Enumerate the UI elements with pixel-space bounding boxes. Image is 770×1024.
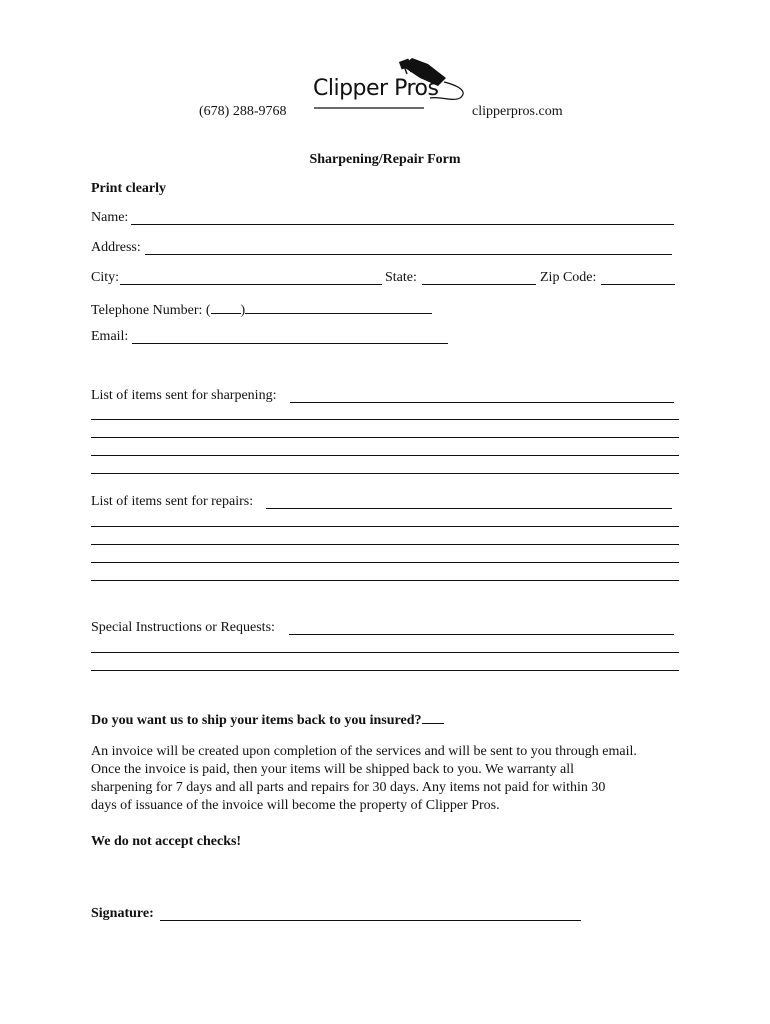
telephone-label xyxy=(91,299,432,319)
special-line-2[interactable] xyxy=(91,652,679,653)
sharpening-line-2[interactable] xyxy=(91,419,679,420)
signature-field[interactable] xyxy=(160,920,581,921)
repairs-line-5[interactable] xyxy=(91,580,679,581)
state-label: State: xyxy=(385,270,417,285)
special-instructions-label: Special Instructions or Requests: xyxy=(91,620,275,635)
brand-name: Clipper Pros xyxy=(313,76,439,101)
state-field[interactable] xyxy=(422,284,536,285)
insured-question xyxy=(91,709,444,729)
zip-field[interactable] xyxy=(601,284,675,285)
address-field[interactable] xyxy=(145,254,672,255)
email-label: Email: xyxy=(91,329,129,344)
city-field[interactable] xyxy=(120,284,382,285)
name-field[interactable] xyxy=(131,224,674,225)
sharpening-line-1[interactable] xyxy=(290,402,674,403)
city-label: City: xyxy=(91,270,120,285)
checks-notice: We do not accept checks! xyxy=(91,834,242,849)
policy-line-4: days of issuance of the invoice will become the property of Clipper Pros. xyxy=(91,798,500,813)
sharpening-line-4[interactable] xyxy=(91,455,679,456)
email-field[interactable] xyxy=(132,343,448,344)
signature-label: Signature: xyxy=(91,906,154,921)
phone-number: (678) 288-9768 xyxy=(199,104,287,119)
form-title: Sharpening/Repair Form xyxy=(309,152,461,167)
special-line-1[interactable] xyxy=(289,634,674,635)
name-label: Name: xyxy=(91,210,129,225)
brand-logo xyxy=(300,52,470,112)
repairs-line-4[interactable] xyxy=(91,562,679,563)
repairs-line-3[interactable] xyxy=(91,544,679,545)
repairs-label: List of items sent for repairs: xyxy=(91,494,254,509)
sharpening-line-5[interactable] xyxy=(91,473,679,474)
print-clearly-instruction: Print clearly xyxy=(91,181,167,196)
repairs-line-1[interactable] xyxy=(266,508,672,509)
policy-line-1: An invoice will be created upon completion of the services and will be sent to you through email. xyxy=(91,744,637,759)
telephone-close-paren: ) xyxy=(240,303,246,318)
address-label: Address: xyxy=(91,240,141,255)
sharpening-label: List of items sent for sharpening: xyxy=(91,388,277,403)
policy-line-2: Once the invoice is paid, then your items will be shipped back to you. We warranty all xyxy=(91,762,575,777)
sharpening-line-3[interactable] xyxy=(91,437,679,438)
insured-answer-field[interactable] xyxy=(422,709,444,724)
website: clipperpros.com xyxy=(472,104,563,119)
special-line-3[interactable] xyxy=(91,670,679,671)
repairs-line-2[interactable] xyxy=(91,526,679,527)
area-code-field[interactable] xyxy=(211,299,241,314)
telephone-field[interactable] xyxy=(245,299,432,314)
policy-line-3: sharpening for 7 days and all parts and repairs for 30 days. Any items not paid for within 30 xyxy=(91,780,606,795)
insured-question-text: Do you want us to ship your items back to you insured? xyxy=(91,713,422,728)
zip-label: Zip Code: xyxy=(540,270,597,285)
telephone-label-text: Telephone Number: ( xyxy=(91,303,211,318)
